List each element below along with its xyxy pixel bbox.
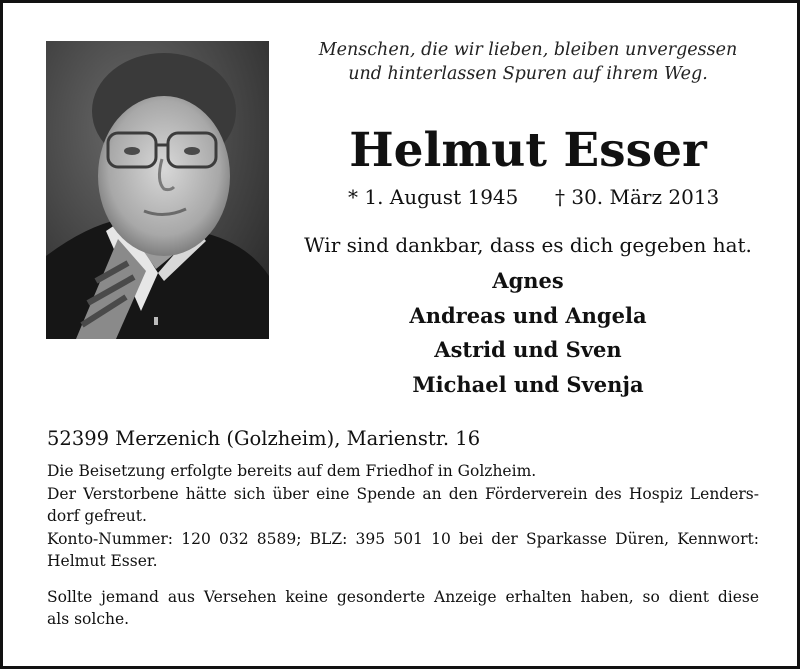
family-member: Astrid und Sven (434, 337, 622, 362)
closing-note-line: als solche. (47, 610, 130, 628)
family-address: 52399 Merzenich (Golzheim), Marienstr. 16 (47, 427, 481, 450)
thanks-line: Wir sind dankbar, dass es dich gegeben hat. (304, 233, 752, 257)
account-details-line: Helmut Esser. (47, 552, 158, 570)
donation-note-line: Der Verstorbene hätte sich über eine Spende an den Förderverein des Hospiz Lenders- (47, 484, 759, 503)
deceased-name: Helmut Esser (349, 123, 707, 178)
donation-note-line: dorf gefreut. (47, 507, 147, 525)
memorial-quote (293, 38, 763, 86)
quote-line: und hinterlassen Spuren auf ihrem Weg. (348, 64, 708, 84)
portrait-photo-icon (46, 41, 269, 339)
family-list (293, 264, 763, 402)
burial-note: Die Beisetzung erfolgte bereits auf dem Friedhof in Golzheim. (47, 462, 537, 480)
quote-line: Menschen, die wir lieben, bleiben unvergessen (318, 40, 738, 60)
death-date: † 30. März 2013 (555, 185, 720, 209)
closing-note-line: Sollte jemand aus Versehen keine gesonderte Anzeige erhalten haben, so dient diese (47, 587, 759, 606)
paragraph-gap (47, 573, 759, 586)
account-details-line: Konto-Nummer: 120 032 8589; BLZ: 395 501 10 bei der Sparkasse Düren, Kennwort: (47, 529, 759, 548)
family-member: Michael und Svenja (412, 371, 644, 397)
notice-details (47, 460, 759, 631)
birth-date: * 1. August 1945 (348, 185, 519, 209)
portrait-photo (46, 41, 269, 339)
family-member: Agnes (492, 268, 564, 293)
family-member: Andreas und Angela (409, 302, 647, 328)
